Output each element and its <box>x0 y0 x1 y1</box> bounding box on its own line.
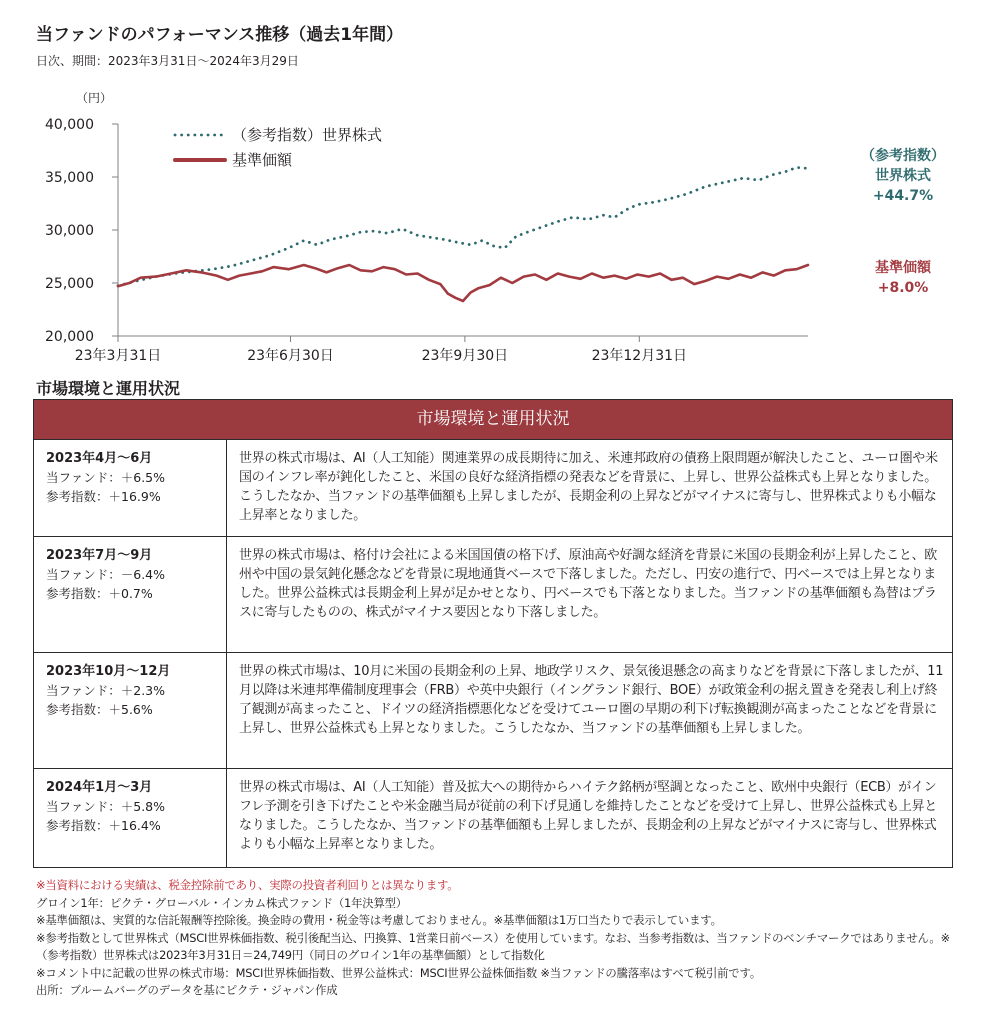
x-tick-label: 23年3月31日 <box>74 348 162 364</box>
series-end-label: （参考指数） <box>861 148 945 164</box>
series-end-label: 基準価額 <box>875 260 931 276</box>
period-label: 2023年4月～6月 <box>46 451 153 466</box>
performance-chart <box>0 80 983 376</box>
fund-return: 当ファンド：－6.4% <box>46 567 166 582</box>
index-return: 参考指数：＋5.6% <box>46 702 153 717</box>
y-tick-label: 35,000 <box>45 170 94 186</box>
fund-return: 当ファンド：＋2.3% <box>46 683 166 698</box>
legend-label: （参考指数）世界株式 <box>232 126 383 144</box>
footnotes <box>36 877 956 1000</box>
comment-cell: 世界の株式市場は、格付け会社による米国国債の格下げ、原油高や好調な経済を背景に米国の長期金利が上昇したこと、欧州や中国の景気鈍化懸念などを背景に現地通貨ベースで下落しました。ただし、円安の進行で、円ベースでは上昇となりました。世界公益株式は長期金利上昇が足かせとなり、円ベースでも下落となりました。当ファンドの基準価額も為替はプラスに寄与したものの、株式がマイナス要因となり下落しました。 <box>239 548 937 620</box>
fund-return: 当ファンド：＋5.8% <box>46 799 166 814</box>
x-tick-label: 23年12月31日 <box>591 348 688 364</box>
table-row <box>34 440 952 537</box>
index-series-line <box>118 168 808 286</box>
period-label: 2023年10月～12月 <box>46 664 171 679</box>
y-axis-unit: （円） <box>76 91 113 105</box>
period-label: 2023年7月～9月 <box>46 548 153 563</box>
page-subtitle: 日次、期間：2023年3月31日～2024年3月29日 <box>36 54 299 68</box>
comment-cell: 世界の株式市場は、AI（人工知能）普及拡大への期待からハイテク銘柄が堅調となったこと、欧州中央銀行（ECB）がインフレ予測を引き下げたことや米金融当局が従前の利下げ見通しを維持したことなどを受けて上昇し、世界公益株式も上昇となりました。こうしたなか、当ファンドの基準価額も上昇しましたが、長期金利の上昇などがマイナスに寄与し、世界株式よりも小幅な上昇率となりました。 <box>239 780 937 852</box>
x-tick-label: 23年9月30日 <box>421 348 509 364</box>
fund-return: 当ファンド：＋6.5% <box>46 470 166 485</box>
period-cell <box>34 653 227 768</box>
y-tick-label: 25,000 <box>45 276 94 292</box>
period-cell <box>34 769 227 867</box>
footnote: 出所：ブルームバーグのデータを基にピクテ・ジャパン作成 <box>36 983 338 997</box>
comment-cell: 世界の株式市場は、AI（人工知能）関連業界の成長期待に加え、米連邦政府の債務上限問題が解決したこと、ユーロ圏や米国のインフレ率が鈍化したこと、米国の良好な経済指標の発表などを背景に、上昇し、世界公益株式も上昇となりました。こうしたなか、当ファンドの基準価額も上昇しましたが、長期金利の上昇などがマイナスに寄与し、世界株式よりも小幅な上昇率となりました。 <box>239 451 938 523</box>
market-table <box>33 399 953 868</box>
y-tick-label: 20,000 <box>45 329 94 345</box>
y-tick-label: 40,000 <box>45 117 94 133</box>
table-row <box>34 769 952 867</box>
index-return: 参考指数：＋16.4% <box>46 818 161 833</box>
footnote: グロイン1年：ピクテ・グローバル・インカム株式ファンド（1年決算型） <box>36 895 408 910</box>
index-return: 参考指数：＋16.9% <box>46 489 161 504</box>
footnote: ※参考指数として世界株式（MSCI世界株価指数、税引後配当込、円換算、1営業日前ベース）を使用しています。なお、当参考指数は、当ファンドのベンチマークではありません。※（参考指数）世界株式は2023年3月31日＝24,749円（同日のグロイン1年の基準価額）として指数化 <box>36 930 950 962</box>
table-row <box>34 653 952 769</box>
table-header: 市場環境と運用状況 <box>34 400 952 440</box>
period-cell <box>34 537 227 652</box>
footnote: ※当資料における実績は、税金控除前であり、実際の投資者利回りとは異なります。 <box>36 878 459 892</box>
nav-series-line <box>118 265 808 301</box>
y-tick-label: 30,000 <box>45 223 94 239</box>
series-end-label: 世界株式 <box>875 168 931 184</box>
footnote: ※コメント中に記載の世界の株式市場：MSCI世界株価指数、世界公益株式：MSCI世界公益株価指数 ※当ファンドの騰落率はすべて税引前です。 <box>36 965 761 980</box>
period-label: 2024年1月～3月 <box>46 780 153 795</box>
series-end-label: +44.7% <box>872 188 934 204</box>
comment-cell: 世界の株式市場は、10月に米国の長期金利の上昇、地政学リスク、景気後退懸念の高まりなどを背景に下落しましたが、11月以降は米連邦準備制度理事会（FRB）や英中央銀行（イングランド銀行、BOE）が政策金利の据え置きを発表し利上げ終了観測が高まったこと、ドイツの経済指標悪化などを受けてユーロ圏の早期の利下げ転換観測が高まったことなどを背景に上昇し、世界公益株式も上昇となりました。こうしたなか、当ファンドの基準価額も上昇しました。 <box>239 664 944 736</box>
index-return: 参考指数：＋0.7% <box>46 586 153 601</box>
period-cell <box>34 440 227 536</box>
page-title: 当ファンドのパフォーマンス推移（過去1年間） <box>36 25 404 45</box>
series-end-label: +8.0% <box>877 280 929 296</box>
section-label: 市場環境と運用状況 <box>36 379 181 398</box>
legend-label: 基準価額 <box>232 151 293 169</box>
x-tick-label: 23年6月30日 <box>247 348 334 364</box>
footnote: ※基準価額は、実質的な信託報酬等控除後。換金時の費用・税金等は考慮しておりません。※基準価額は1万口当たりで表示しています。 <box>36 913 722 927</box>
table-row <box>34 537 952 653</box>
